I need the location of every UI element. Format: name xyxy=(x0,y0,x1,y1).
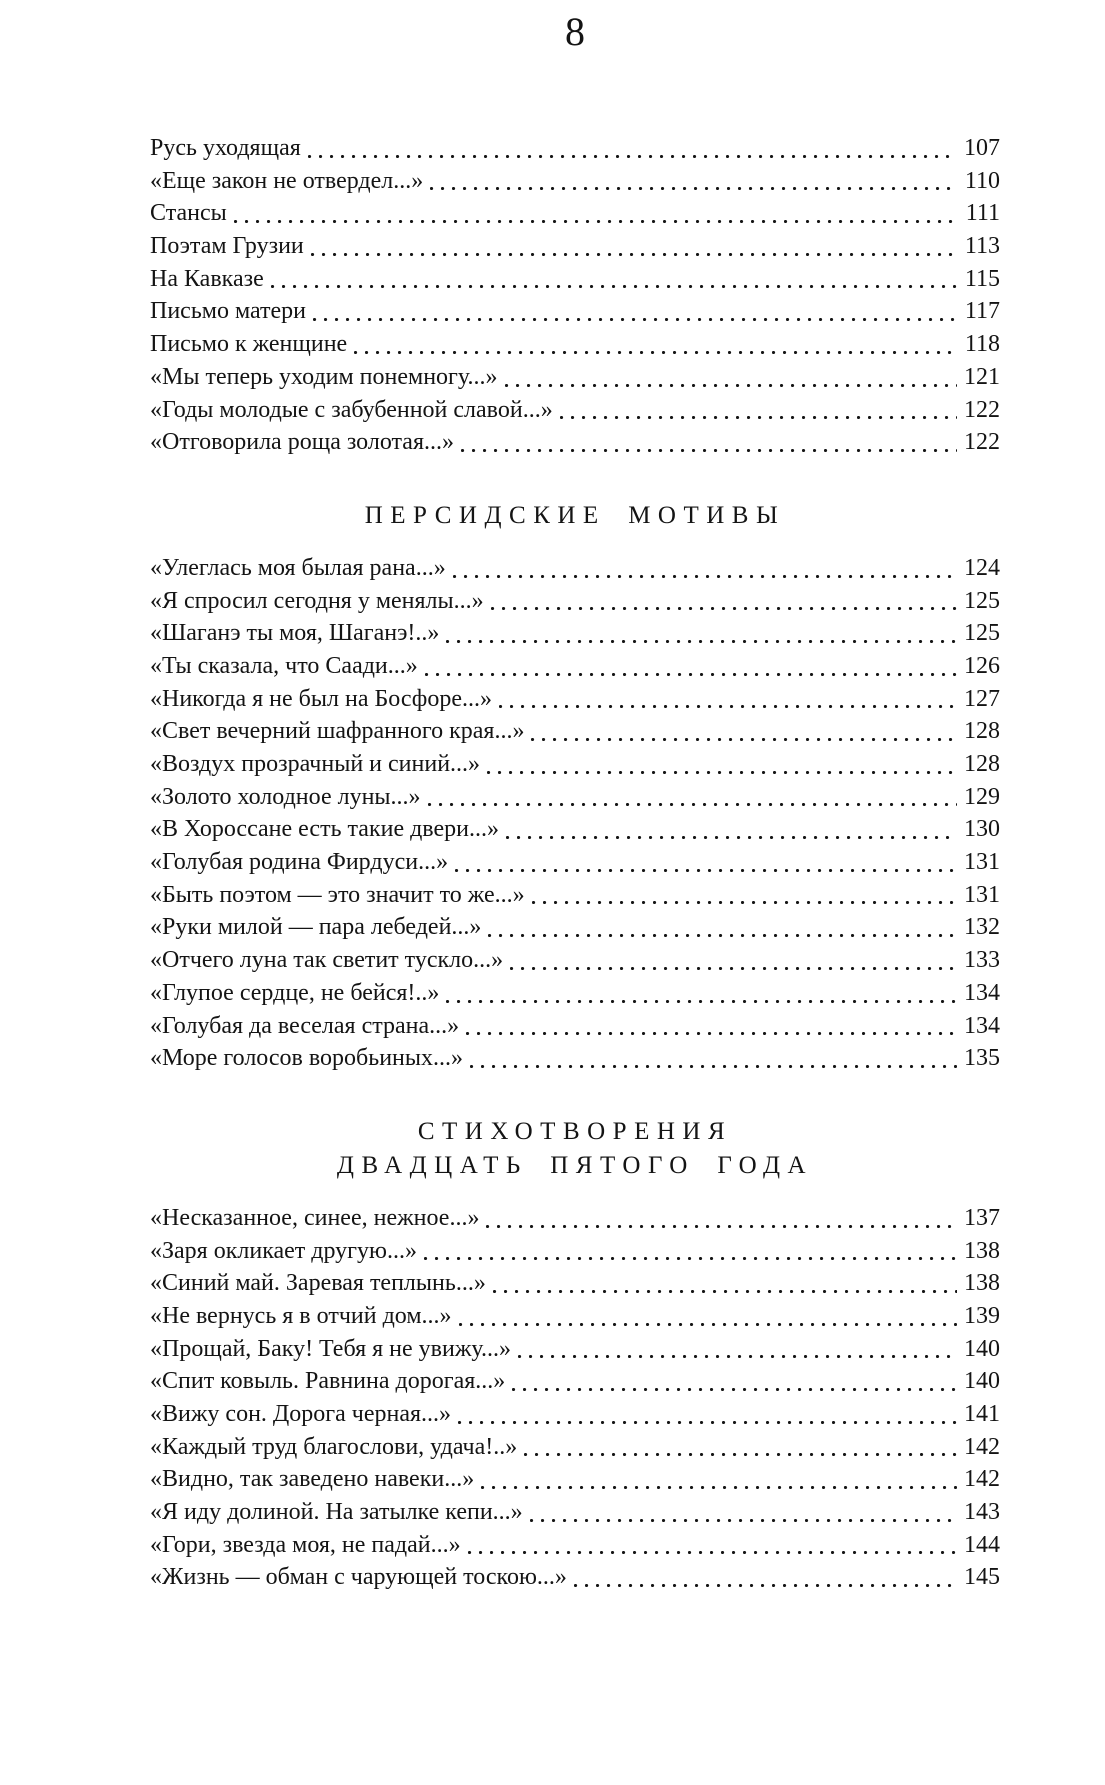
toc-entry-page: 124 xyxy=(964,554,1000,581)
toc-section-entries xyxy=(150,132,1000,459)
dot-leader xyxy=(311,230,958,263)
toc-entry-title: «Не вернусь я в отчий дом...» xyxy=(150,1302,452,1329)
toc-entry-title: «В Хороссане есть такие двери...» xyxy=(150,816,499,843)
toc-entry xyxy=(150,1398,1000,1431)
toc-entry-page: 131 xyxy=(964,849,1000,876)
toc-entry-title: «Свет вечерний шафранного края...» xyxy=(150,718,525,745)
toc-entry-page: 128 xyxy=(964,751,1000,777)
dot-leader xyxy=(424,1235,957,1268)
dot-leader xyxy=(455,846,957,879)
dot-leader xyxy=(574,1561,957,1594)
dot-leader xyxy=(512,1365,957,1398)
toc-entry-title: «Заря окликает другую...» xyxy=(150,1237,417,1264)
toc-entry-page: 138 xyxy=(964,1237,1000,1264)
toc-entry-page: 131 xyxy=(964,881,1000,908)
dot-leader xyxy=(530,1496,957,1529)
toc-entry-page: 107 xyxy=(964,135,1000,161)
dot-leader xyxy=(481,1463,957,1496)
toc-entry xyxy=(150,1463,1000,1496)
dot-leader xyxy=(468,1529,957,1562)
toc-entry-page: 110 xyxy=(964,167,1000,194)
toc-entry-page: 142 xyxy=(964,1433,1000,1460)
toc-entry-title: «Отчего луна так светит тускло...» xyxy=(150,947,504,974)
toc-entry-title: «Голубая родина Фирдуси...» xyxy=(150,849,449,876)
dot-leader xyxy=(308,132,957,165)
toc-entry-title: «Золото холодное луны...» xyxy=(150,783,421,810)
toc-entry-title: «Прощай, Баку! Тебя я не увижу...» xyxy=(150,1335,511,1362)
toc-entry-title: Поэтам Грузии xyxy=(150,233,304,260)
dot-leader xyxy=(446,977,957,1010)
dot-leader xyxy=(428,781,957,814)
toc-entry-title: «Еще закон не отвердел...» xyxy=(150,167,424,194)
dot-leader xyxy=(234,197,959,230)
toc-entry-page: 144 xyxy=(964,1531,1000,1558)
toc-entry-page: 122 xyxy=(964,396,1000,423)
toc-entry xyxy=(150,650,1000,683)
toc-entry xyxy=(150,977,1000,1010)
dot-leader xyxy=(430,165,958,198)
toc-entry-page: 122 xyxy=(964,429,1000,456)
dot-leader xyxy=(531,715,957,748)
toc-entry-page: 121 xyxy=(964,363,1000,390)
dot-leader xyxy=(453,552,957,585)
toc-entry-title: «Синий май. Заревая теплынь...» xyxy=(150,1270,486,1297)
dot-leader xyxy=(488,911,957,944)
section-heading xyxy=(150,1115,1000,1183)
toc-entry-title: «Видно, так заведено навеки...» xyxy=(150,1466,475,1493)
toc-entry xyxy=(150,197,1000,230)
dot-leader xyxy=(518,1333,957,1366)
toc-entry-title: «Я иду долиной. На затылке кепи...» xyxy=(150,1499,523,1526)
dot-leader xyxy=(458,1398,957,1431)
toc-entry-title: «Шаганэ ты моя, Шаганэ!..» xyxy=(150,620,440,647)
toc-entry xyxy=(150,1529,1000,1562)
dot-leader xyxy=(425,650,957,683)
toc-entry xyxy=(150,846,1000,879)
toc-entry-page: 145 xyxy=(964,1564,1000,1591)
section-heading-line: СТИХОТВОРЕНИЯ xyxy=(417,1117,733,1145)
toc-entry xyxy=(150,552,1000,585)
dot-leader xyxy=(560,394,957,427)
toc-entry xyxy=(150,1267,1000,1300)
toc-entry xyxy=(150,617,1000,650)
dot-leader xyxy=(487,748,957,781)
toc-entry xyxy=(150,1496,1000,1529)
toc-entry xyxy=(150,911,1000,944)
toc-entry xyxy=(150,295,1000,328)
toc-entry-title: «Вижу сон. Дорога черная...» xyxy=(150,1401,452,1427)
dot-leader xyxy=(446,617,957,650)
toc-entry-title: На Кавказе xyxy=(150,265,264,292)
toc-entry xyxy=(150,1300,1000,1333)
toc-entry-page: 142 xyxy=(964,1466,1000,1493)
toc-entry xyxy=(150,394,1000,427)
dot-leader xyxy=(313,295,958,328)
toc-entry xyxy=(150,1365,1000,1398)
toc-entry-page: 115 xyxy=(964,265,1000,292)
toc-entry-title: «Руки милой — пара лебедей...» xyxy=(150,914,482,941)
toc-entry-title: «Море голосов воробьиных...» xyxy=(150,1045,464,1072)
toc-entry-title: «Никогда я не был на Босфоре...» xyxy=(150,685,492,712)
toc-entry-page: 125 xyxy=(964,620,1000,647)
toc-entry xyxy=(150,879,1000,912)
toc-entry-page: 140 xyxy=(964,1368,1000,1395)
dot-leader xyxy=(271,263,958,296)
toc-section-entries xyxy=(150,552,1000,1075)
toc-entry-title: «Гори, звезда моя, не падай...» xyxy=(150,1531,461,1558)
toc-entry-page: 140 xyxy=(964,1335,1000,1362)
toc-entry-title: «Улеглась моя былая рана...» xyxy=(150,554,446,581)
toc-entry-page: 135 xyxy=(964,1045,1000,1072)
section-heading-line: ДВАДЦАТЬ ПЯТОГО ГОДА xyxy=(336,1151,814,1179)
toc-entry-title: «Я спросил сегодня у менялы...» xyxy=(150,587,484,614)
toc-entry-page: 141 xyxy=(964,1401,1000,1427)
toc-entry-page: 139 xyxy=(964,1302,1000,1329)
dot-leader xyxy=(499,683,957,716)
dot-leader xyxy=(505,361,958,394)
table-of-contents xyxy=(150,0,1000,1594)
toc-entry xyxy=(150,781,1000,814)
toc-entry-page: 134 xyxy=(964,1012,1000,1039)
toc-entry xyxy=(150,585,1000,618)
toc-entry-title: «Быть поэтом — это значит то же...» xyxy=(150,881,525,908)
toc-entry-title: «Ты сказала, что Саади...» xyxy=(150,652,418,679)
toc-entry-title: «Годы молодые с забубенной славой...» xyxy=(150,396,553,423)
toc-entry-page: 118 xyxy=(964,331,1000,358)
section-heading-line: ПЕРСИДСКИЕ МОТИВЫ xyxy=(364,501,786,529)
toc-entry xyxy=(150,263,1000,296)
toc-entry xyxy=(150,1042,1000,1075)
toc-entry-title: Письмо матери xyxy=(150,298,306,325)
toc-entry-title: «Глупое сердце, не бейся!..» xyxy=(150,979,440,1006)
toc-entry-page: 117 xyxy=(964,298,1000,325)
dot-leader xyxy=(506,813,957,846)
toc-entry-title: «Воздух прозрачный и синий...» xyxy=(150,751,481,777)
toc-entry-page: 137 xyxy=(964,1204,1000,1231)
toc-entry-title: Письмо к женщине xyxy=(150,331,348,358)
dot-leader xyxy=(354,328,958,361)
toc-entry xyxy=(150,715,1000,748)
toc-entry-title: «Голубая да веселая страна...» xyxy=(150,1012,460,1039)
dot-leader xyxy=(470,1042,957,1075)
toc-entry xyxy=(150,683,1000,716)
toc-entry xyxy=(150,132,1000,165)
toc-entry xyxy=(150,1431,1000,1464)
toc-entry-page: 134 xyxy=(964,979,1000,1006)
toc-entry-page: 143 xyxy=(964,1499,1000,1526)
toc-entry-page: 129 xyxy=(964,783,1000,810)
toc-entry xyxy=(150,230,1000,263)
toc-entry-page: 128 xyxy=(964,718,1000,745)
toc-entry-title: «Мы теперь уходим понемногу...» xyxy=(150,363,498,390)
toc-entry-title: «Жизнь — обман с чарующей тоскою...» xyxy=(150,1564,567,1591)
toc-entry-title: Стансы xyxy=(150,200,227,227)
toc-entry-page: 113 xyxy=(964,233,1000,260)
toc-entry xyxy=(150,1010,1000,1043)
toc-entry-page: 127 xyxy=(964,685,1000,712)
dot-leader xyxy=(491,585,957,618)
toc-entry xyxy=(150,1333,1000,1366)
toc-entry-title: «Отговорила роща золотая...» xyxy=(150,429,454,456)
toc-entry-title: «Несказанное, синее, нежное...» xyxy=(150,1204,480,1231)
toc-entry xyxy=(150,426,1000,459)
toc-entry-page: 138 xyxy=(964,1270,1000,1297)
toc-entry-title: «Каждый труд благослови, удача!..» xyxy=(150,1433,518,1460)
dot-leader xyxy=(532,879,957,912)
dot-leader xyxy=(493,1267,957,1300)
toc-entry-page: 130 xyxy=(964,816,1000,843)
dot-leader xyxy=(459,1300,957,1333)
dot-leader xyxy=(466,1010,957,1043)
dot-leader xyxy=(524,1431,957,1464)
toc-section-entries xyxy=(150,1202,1000,1594)
dot-leader xyxy=(510,944,957,977)
page-number: 8 xyxy=(565,9,585,54)
toc-entry-title: «Спит ковыль. Равнина дорогая...» xyxy=(150,1368,506,1395)
toc-entry-page: 111 xyxy=(965,200,1000,227)
toc-entry xyxy=(150,1561,1000,1594)
section-heading xyxy=(150,499,1000,533)
toc-entry xyxy=(150,1235,1000,1268)
toc-entry xyxy=(150,813,1000,846)
dot-leader xyxy=(461,426,957,459)
toc-entry xyxy=(150,328,1000,361)
toc-entry-title: Русь уходящая xyxy=(150,135,301,161)
toc-entry xyxy=(150,944,1000,977)
toc-entry xyxy=(150,748,1000,781)
toc-entry xyxy=(150,361,1000,394)
toc-entry-page: 133 xyxy=(964,947,1000,974)
dot-leader xyxy=(486,1202,957,1235)
toc-entry xyxy=(150,1202,1000,1235)
toc-entry-page: 132 xyxy=(964,914,1000,941)
toc-entry-page: 125 xyxy=(964,587,1000,614)
toc-entry-page: 126 xyxy=(964,652,1000,679)
toc-entry xyxy=(150,165,1000,198)
